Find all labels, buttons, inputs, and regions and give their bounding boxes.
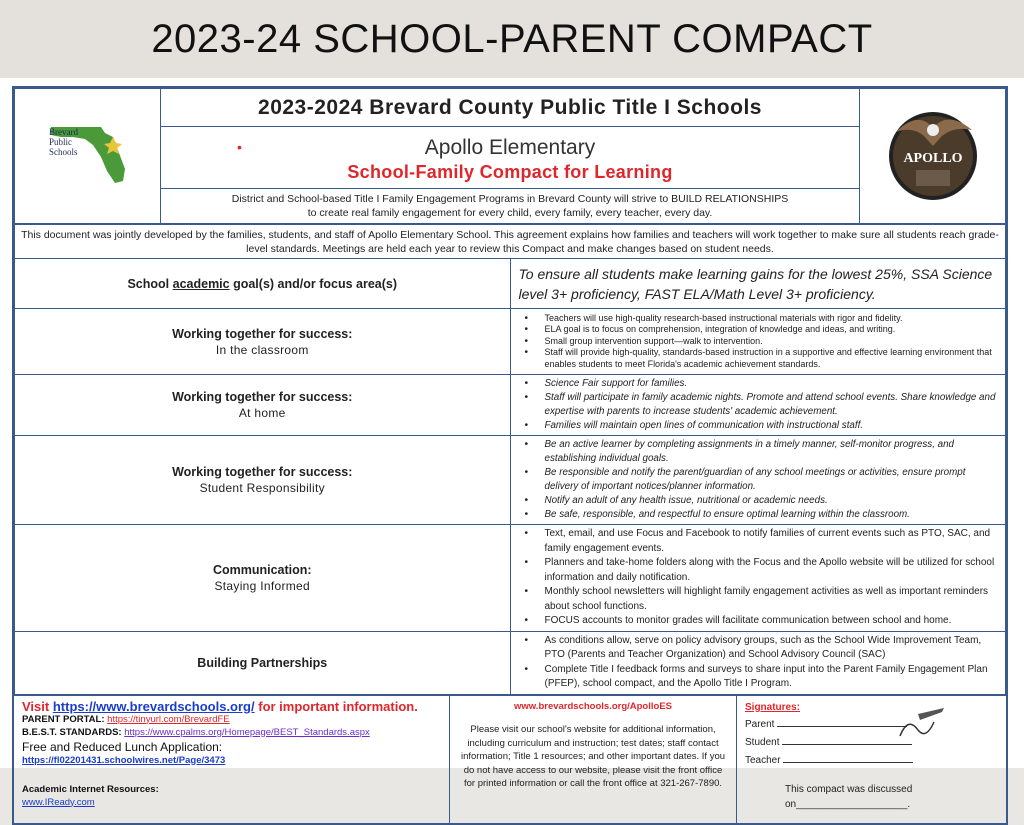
partnerships-label: Building Partnerships: [15, 631, 511, 694]
classroom-label: Working together for success: In the classroom: [15, 309, 511, 375]
list-item: • Teachers will use high-quality research-based instructional materials with rigor and fidelity.: [519, 313, 1000, 325]
intro-paragraph: This document was jointly developed by the families, students, and staff of Apollo Elementary School. This agreement explains how families and teachers will work together to make sure all students reach grade-level standards. Meetings are held each year to review this Compact and make changes based on student needs.: [15, 225, 1006, 259]
apollo-eagle-logo-icon: [878, 106, 988, 202]
student-label: Working together for success: Student Responsibility: [15, 436, 511, 525]
list-item: • Complete Title I feedback forms and surveys to share input into the Parent Family Engagement Plan (PFEP), school compact, and the Apollo Title I Program.: [519, 663, 1000, 692]
district-line-1: District and School-based Title I Family Engagement Programs in Brevard County will strive to BUILD RELATIONSHIPS: [231, 193, 789, 205]
visit-line: Visit https://www.brevardschools.org/ for important information.: [22, 698, 418, 714]
lunch-line: [22, 754, 441, 767]
iready-link[interactable]: www.IReady.com: [22, 796, 95, 808]
signatures-box: [737, 696, 1006, 823]
resources-box: [14, 696, 450, 823]
florida-map-icon: [43, 119, 133, 189]
school-name: Apollo Elementary: [424, 136, 596, 159]
partnerships-items: [510, 631, 1006, 694]
list-item: • Science Fair support for families.: [519, 377, 1000, 391]
home-items: [510, 375, 1006, 436]
district-line-2: to create real family engagement for every child, every family, every teacher, every day.: [307, 207, 713, 219]
school-website-link[interactable]: www.brevardschools.org/ApolloES: [513, 700, 672, 712]
lunch-application-link[interactable]: https://fl02201431.schoolwires.net/Page/3473: [22, 754, 226, 766]
parent-signature: Parent: [745, 716, 998, 734]
academic-resources-label: Academic Internet Resources:: [22, 783, 159, 795]
district-logo: [15, 89, 161, 224]
compact-document-page: [0, 78, 1024, 810]
apollo-logo: [860, 89, 1006, 224]
slide-title: 2023-24 SCHOOL-PARENT COMPACT: [0, 0, 1024, 78]
list-item: • Staff will provide high-quality, standards-based instruction in a supportive and effective learning environment that enables students to meet Florida's academic achievement standards.: [519, 347, 1000, 370]
home-label: Working together for success: At home: [15, 375, 511, 436]
best-standards-line: B.E.S.T. STANDARDS: https://www.cpalms.org/Homepage/BEST_Standards.aspx: [22, 726, 370, 738]
parent-portal-link[interactable]: https://tinyurl.com/BrevardFE: [107, 713, 230, 725]
logo-word-1: Brevard: [48, 126, 78, 137]
signatures-title: Signatures:: [745, 701, 801, 713]
website-box: [450, 696, 737, 823]
academic-resources-line: [22, 796, 441, 809]
discussed-note: This compact was discussed on____________________.: [785, 783, 913, 810]
student-items: [510, 436, 1006, 525]
header-table: [14, 88, 1006, 224]
red-bullet: •: [237, 139, 242, 155]
best-standards-link[interactable]: https://www.cpalms.org/Homepage/BEST_Standards.aspx: [124, 726, 370, 738]
list-item: • FOCUS accounts to monitor grades will facilitate communication between school and home.: [519, 614, 1000, 629]
classroom-items: [510, 309, 1006, 375]
list-item: • Be safe, responsible, and respectful to ensure optimal learning within the classroom.: [519, 508, 1000, 522]
list-item: • Text, email, and use Focus and Facebook to notify families of current events such as PTO, SAC, and family engagement events.: [519, 527, 1000, 556]
academic-goal: To ensure all students make learning gains for the lowest 25%, SSA Science level 3+ proficiency, FAST ELA/Math Level 3+ proficiency.: [510, 259, 1006, 309]
list-item: • Staff will participate in family academic nights. Promote and attend school events. Share knowledge and expertise with parents to increase students' academic achievement.: [519, 391, 1000, 419]
communication-items: [510, 525, 1006, 632]
compact-body-table: [14, 224, 1006, 695]
list-item: • Small group intervention support—walk to intervention.: [519, 336, 1000, 348]
pen-signature-icon: [898, 706, 948, 742]
list-item: • Families will maintain open lines of communication with instructional staff.: [519, 419, 1000, 433]
school-box: [161, 127, 860, 189]
goal-label: School academic goal(s) and/or focus area(s): [15, 259, 511, 309]
website-info: Please visit our school's website for additional information, including curriculum and instruction; test dates; staff contact information; Title 1 resources; and other important dates. If you do not have access to our website, please visit the front office for printed information or call the front office at 321-267-7890.: [460, 724, 726, 789]
district-statement: [161, 189, 860, 224]
lunch-label: Free and Reduced Lunch Application:: [22, 739, 223, 754]
communication-label: Communication: Staying Informed: [15, 525, 511, 632]
list-item: • Monthly school newsletters will highlight family engagement activities as well as important reminders about school functions.: [519, 585, 1000, 614]
list-item: • As conditions allow, serve on policy advisory groups, such as the School Wide Improvement Team, PTO (Parents and Teacher Organization) and School Advisory Council (SAC): [519, 634, 1000, 663]
list-item: • Be responsible and notify the parent/guardian of any school meetings or activities, ensure prompt delivery of important notices/planner information.: [519, 466, 1000, 494]
logo-word-3: Schools: [48, 146, 78, 157]
teacher-signature: Teacher: [745, 752, 998, 770]
list-item: • Be an active learner by completing assignments in a timely manner, self-monitor progress, and establishing individual goals.: [519, 438, 1000, 466]
apollo-logo-text: APOLLO: [902, 150, 963, 166]
footer-section: [14, 695, 1006, 823]
list-item: • ELA goal is to focus on comprehension, integration of knowledge and ideas, and writing.: [519, 324, 1000, 336]
district-website-link[interactable]: https://www.brevardschools.org/: [52, 698, 255, 714]
compact-title: School-Family Compact for Learning: [347, 162, 673, 182]
compact-document: [12, 86, 1008, 825]
document-heading: 2023-2024 Brevard County Public Title I Schools: [161, 89, 860, 127]
logo-word-2: Public: [48, 136, 72, 147]
list-item: • Notify an adult of any health issue, nutritional or academic needs.: [519, 494, 1000, 508]
list-item: • Planners and take-home folders along with the Focus and the Apollo website will be utilized for school information and daily notification.: [519, 556, 1000, 585]
parent-portal-line: PARENT PORTAL: https://tinyurl.com/BrevardFE: [22, 713, 230, 725]
student-signature: Student: [745, 734, 998, 752]
